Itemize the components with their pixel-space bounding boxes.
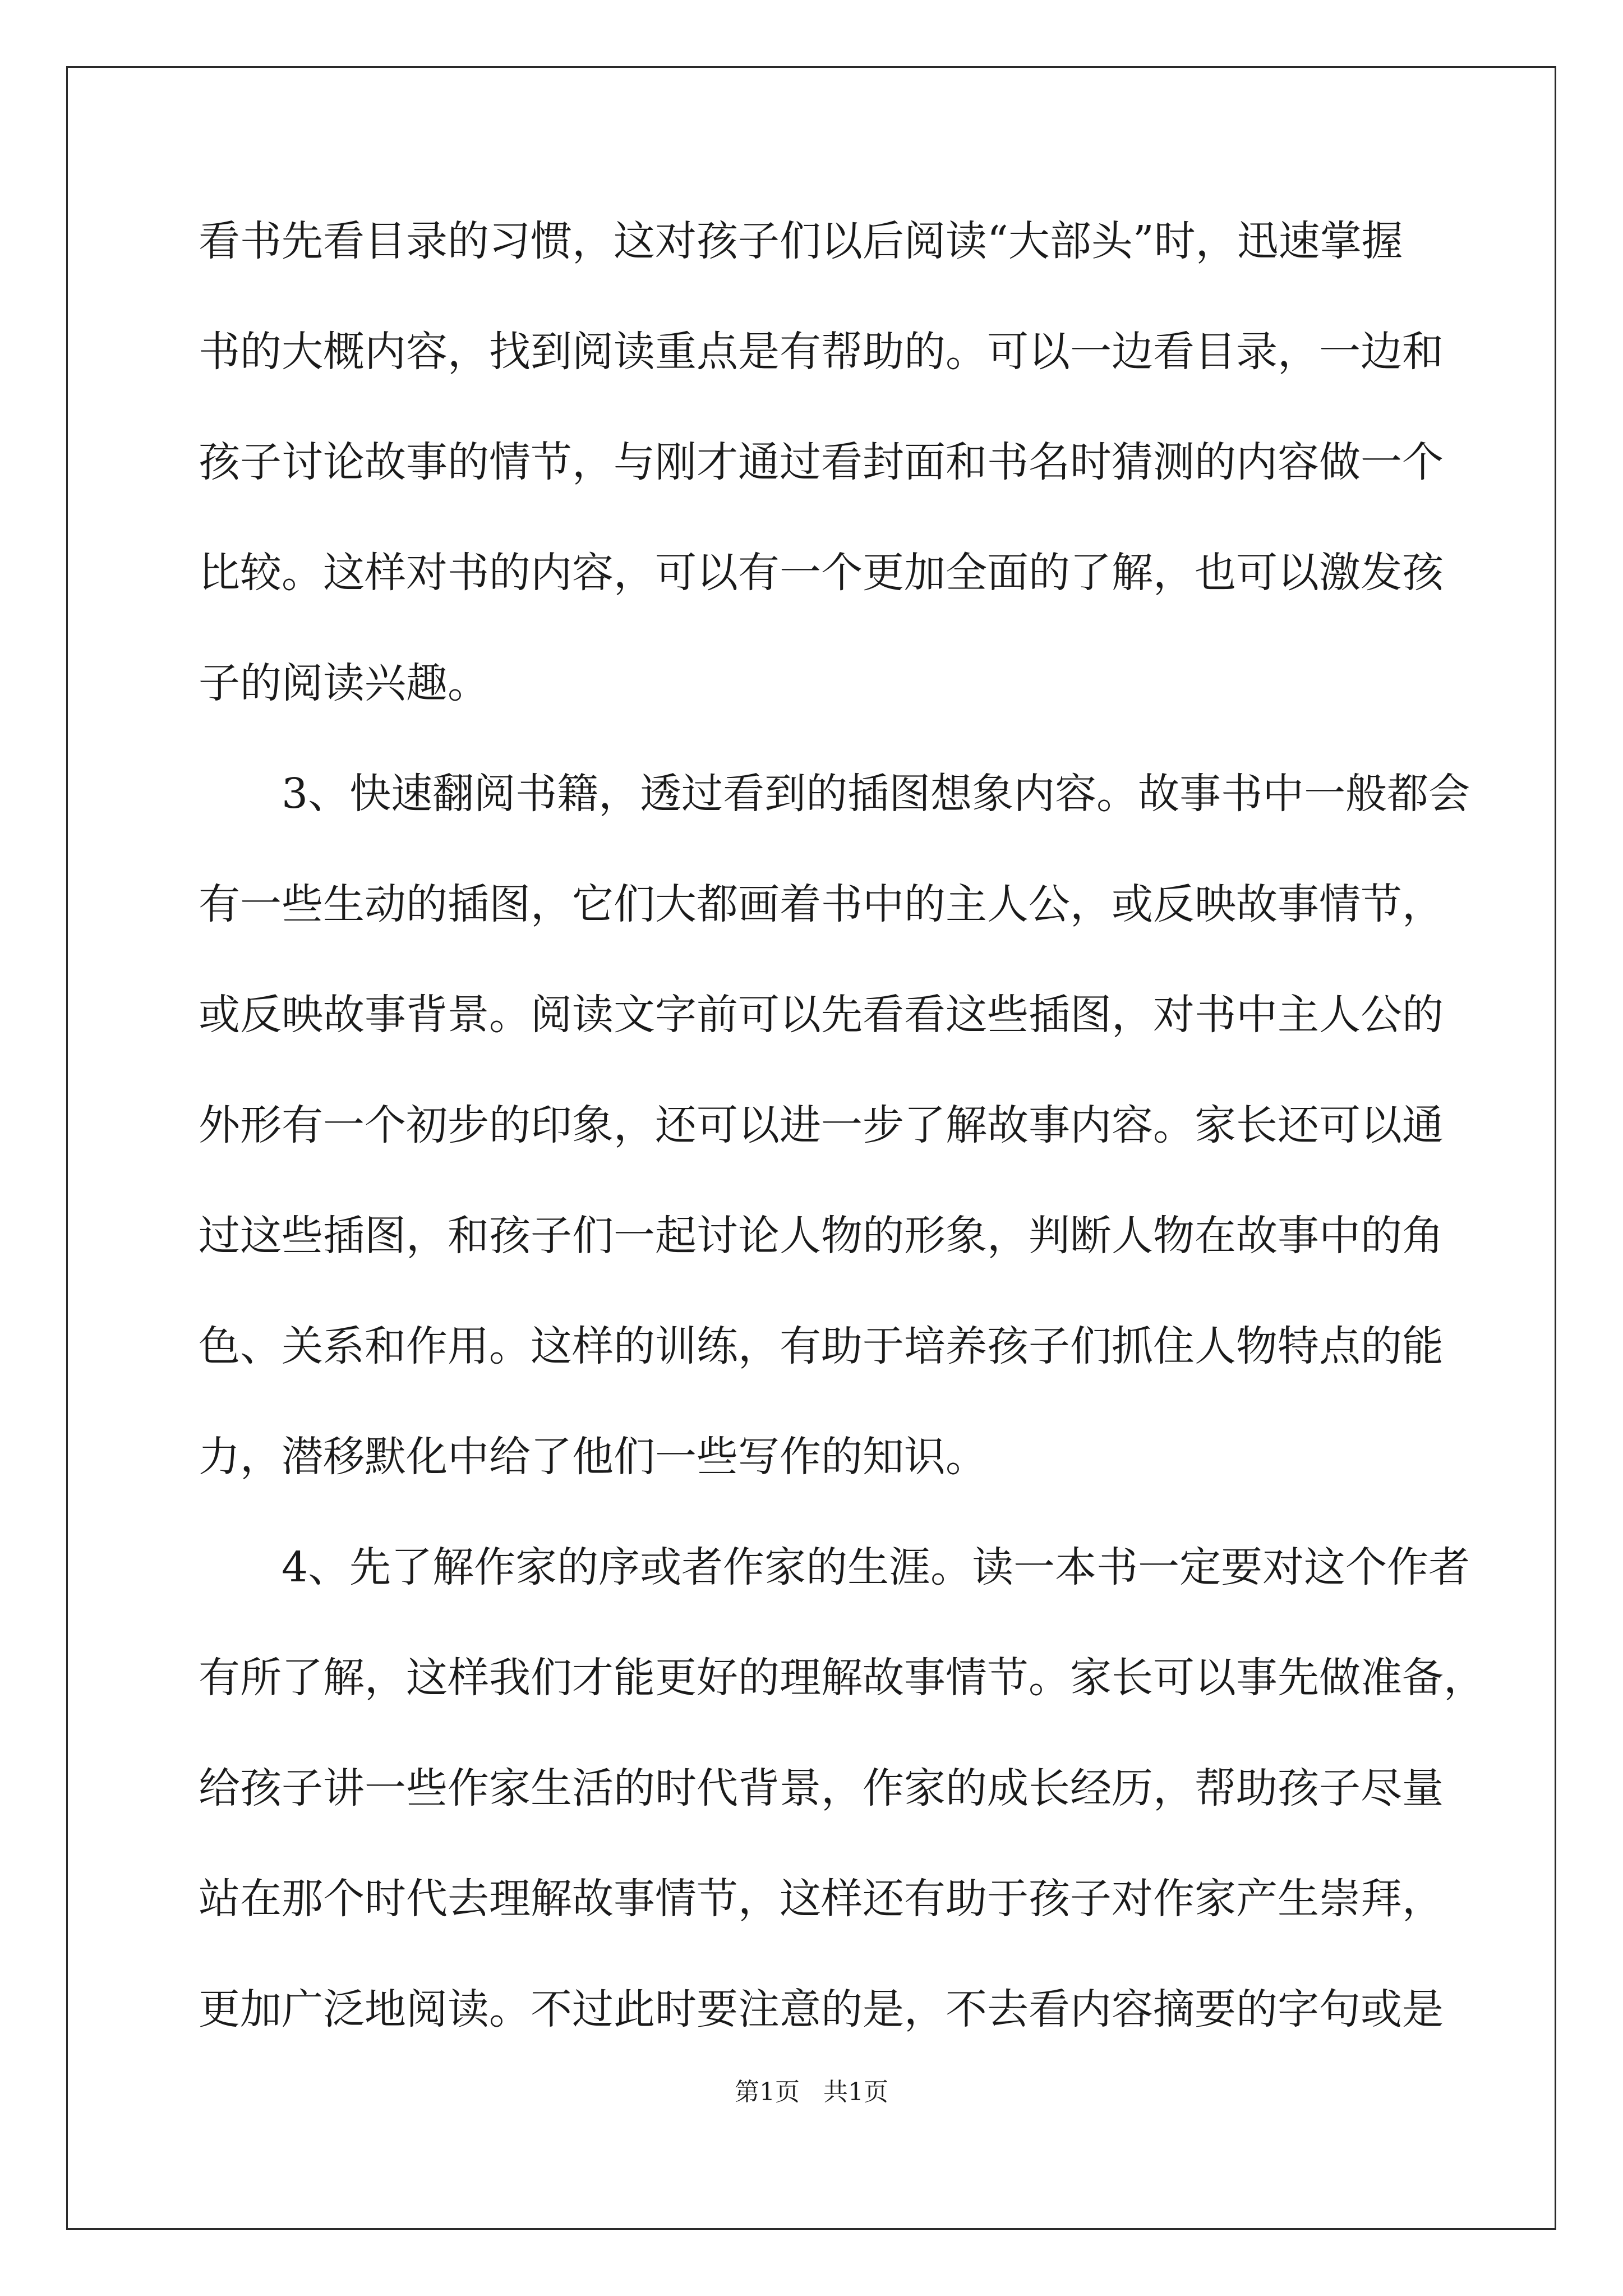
text-line: 站在那个时代去理解故事情节，这样还有助于孩子对作家产生崇拜，	[199, 1875, 1444, 1923]
page-number-footer: 第1页 共1页	[735, 2078, 888, 2106]
text-line: 更加广泛地阅读。不过此时要注意的是，不去看内容摘要的字句或是	[199, 1985, 1444, 2033]
text-line: 或反映故事背景。阅读文字前可以先看看这些插图，对书中主人公的	[199, 991, 1444, 1039]
text-line: 外形有一个初步的印象，还可以进一步了解故事内容。家长还可以通	[199, 1101, 1444, 1149]
text-line: 力，潜移默化中给了他们一些写作的知识。	[199, 1433, 987, 1481]
text-line: 有所了解，这样我们才能更好的理解故事情节。家长可以事先做准备，	[199, 1654, 1485, 1702]
text-line: 给孩子讲一些作家生活的时代背景，作家的成长经历，帮助孩子尽量	[199, 1764, 1444, 1812]
text-line: 书的大概内容，找到阅读重点是有帮助的。可以一边看目录，一边和	[199, 328, 1444, 376]
text-line: 看书先看目录的习惯，这对孩子们以后阅读“大部头”时，迅速掌握	[199, 217, 1403, 265]
text-line: 色、关系和作用。这样的训练，有助于培养孩子们抓住人物特点的能	[199, 1322, 1444, 1370]
text-line: 子的阅读兴趣。	[199, 659, 489, 707]
paragraph-start-line: 3、快速翻阅书籍，透过看到的插图想象内容。故事书中一般都会	[282, 770, 1470, 818]
text-line: 比较。这样对书的内容，可以有一个更加全面的了解，也可以激发孩	[199, 549, 1444, 597]
text-line: 孩子讨论故事的情节，与刚才通过看封面和书名时猜测的内容做一个	[199, 438, 1444, 486]
text-line: 有一些生动的插图，它们大都画着书中的主人公，或反映故事情节，	[199, 880, 1444, 928]
paragraph-start-line: 4、先了解作家的序或者作家的生涯。读一本书一定要对这个作者	[282, 1543, 1470, 1591]
text-line: 过这些插图，和孩子们一起讨论人物的形象，判断人物在故事中的角	[199, 1212, 1444, 1260]
